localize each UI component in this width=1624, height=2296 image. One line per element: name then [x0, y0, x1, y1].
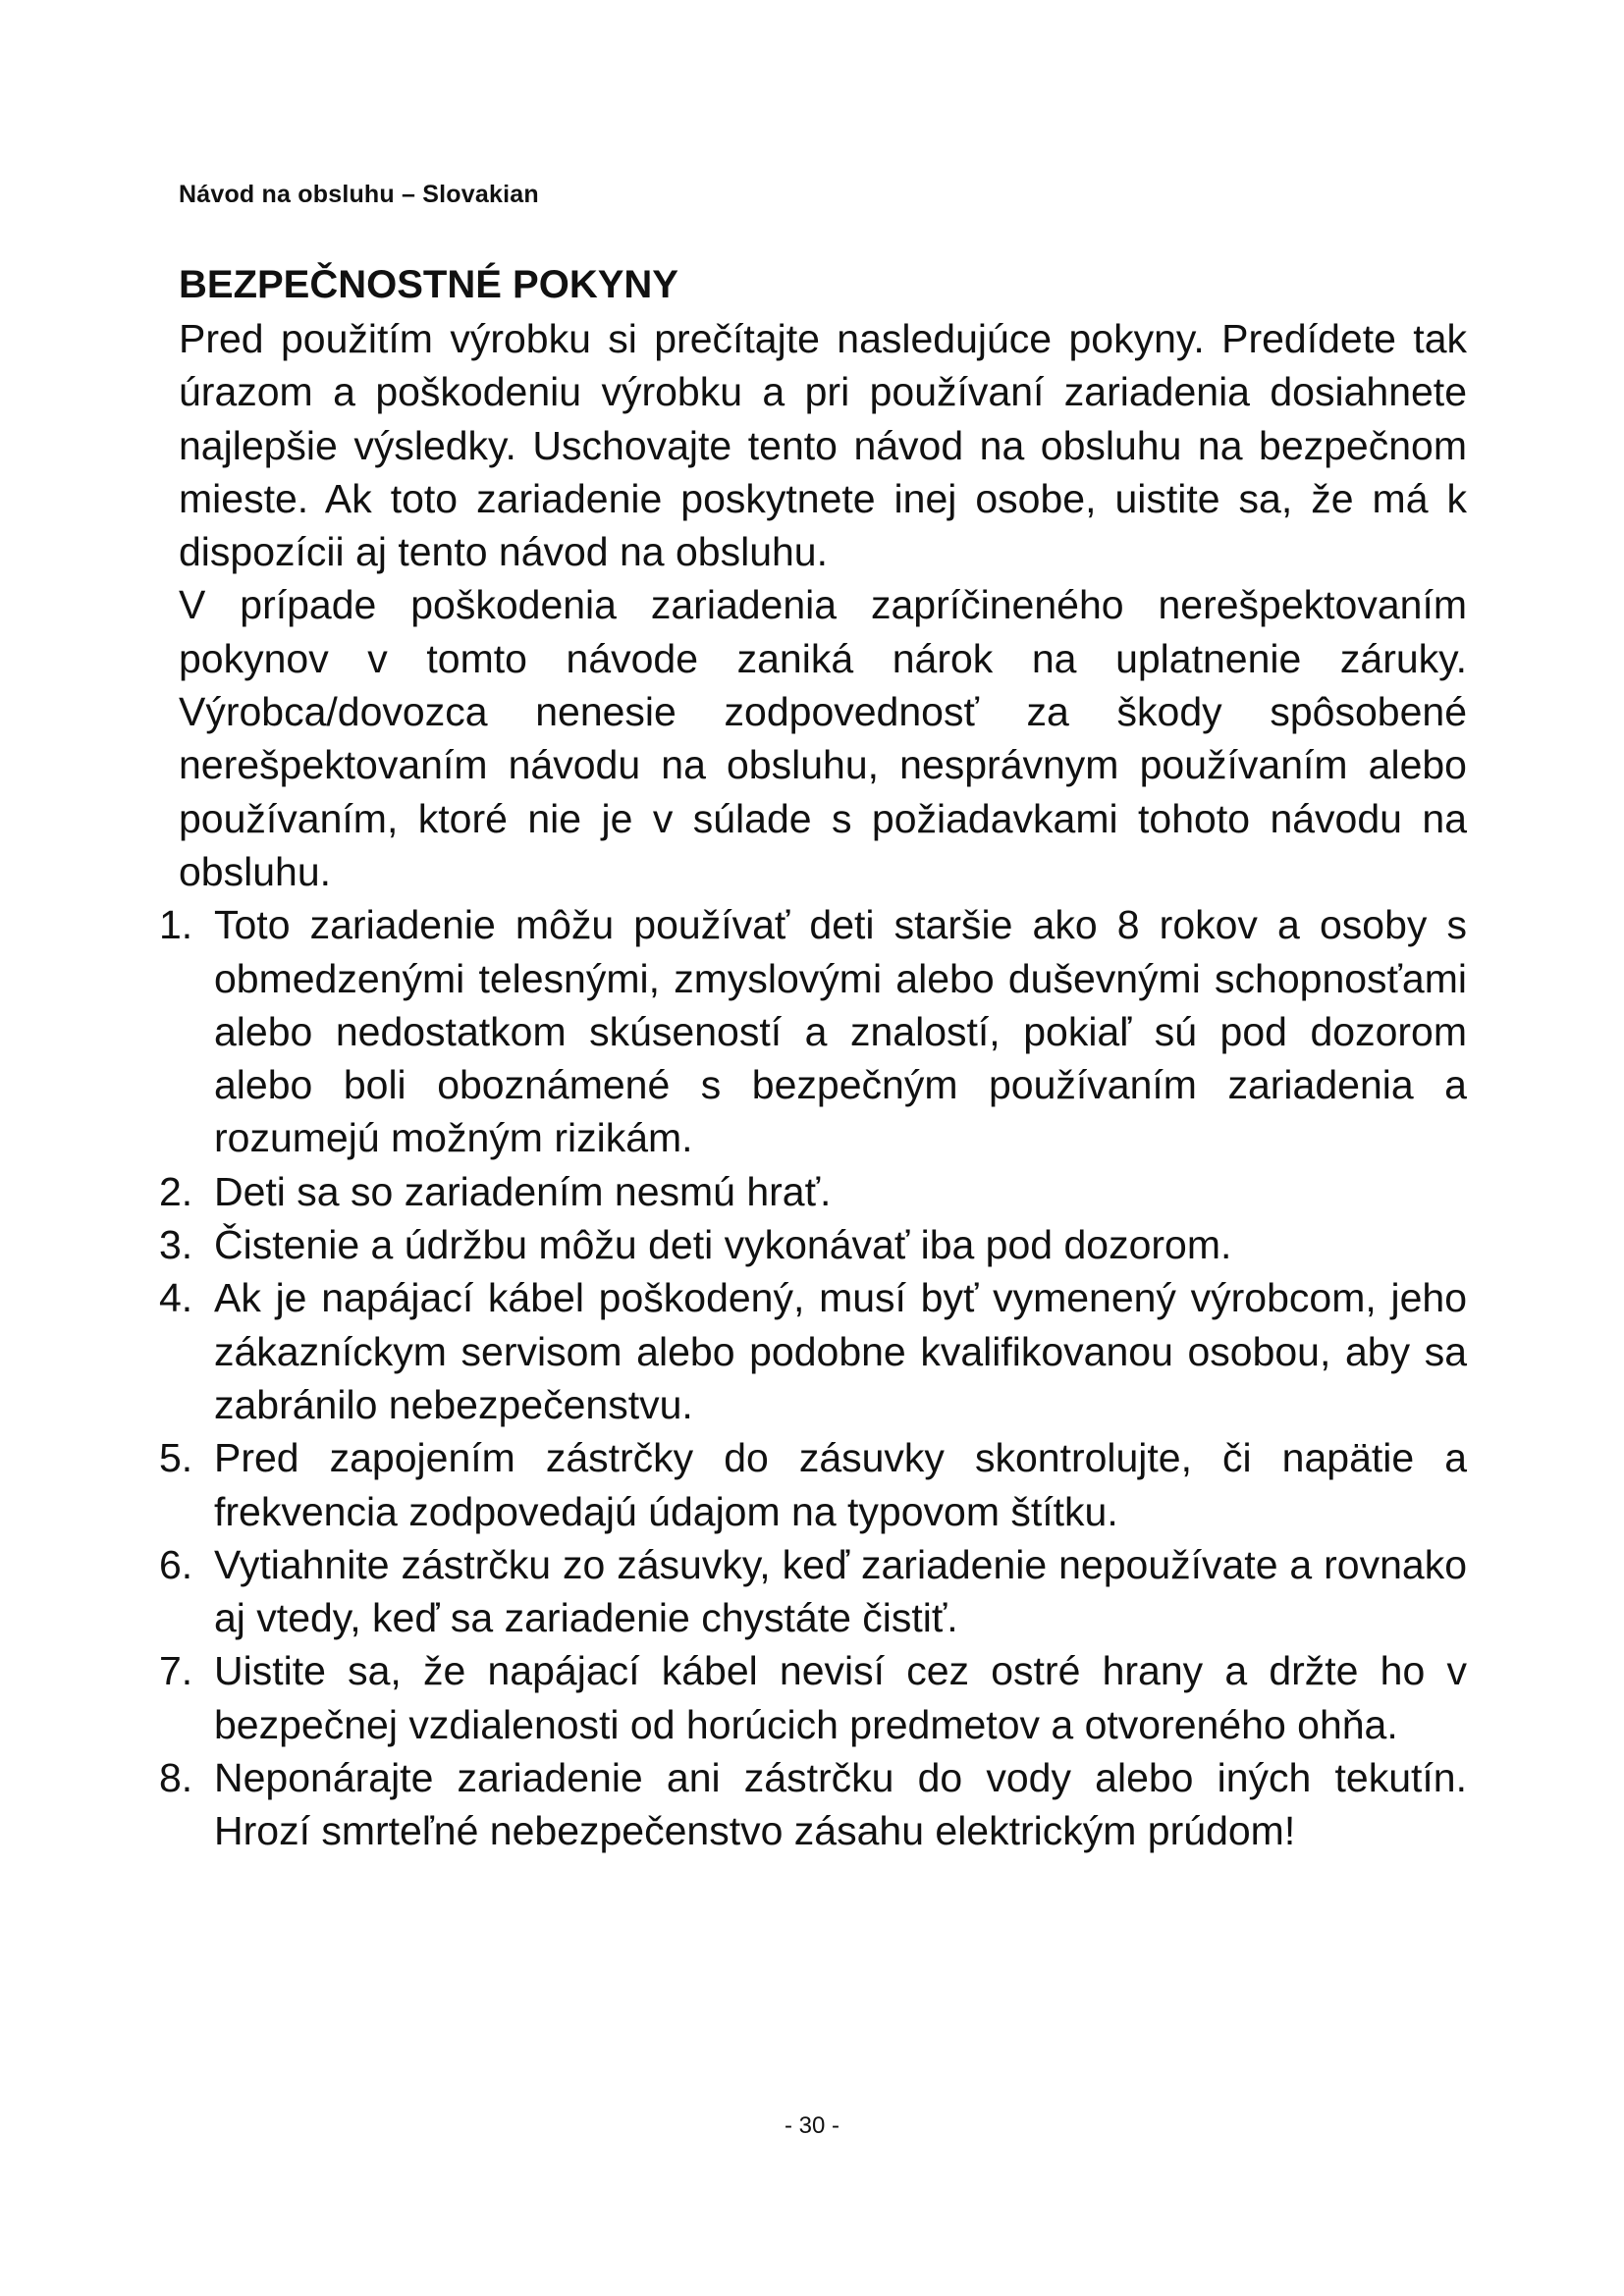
item-text: Vytiahnite zástrčku zo zásuvky, keď zariadenie nepoužívate a rovnako aj vtedy, keď sa zariadenie chystáte čistiť. — [214, 1541, 1467, 1641]
item-number: 5. — [159, 1435, 193, 1481]
section-title: BEZPEČNOSTNÉ POKYNY — [179, 263, 678, 306]
item-number: 7. — [159, 1648, 193, 1694]
item-text: Čistenie a údržbu môžu deti vykonávať iba pod dozorom. — [214, 1222, 1232, 1268]
item-number: 4. — [159, 1275, 193, 1321]
running-header: Návod na obsluhu – Slovakian — [179, 181, 539, 208]
list-item — [159, 1165, 1467, 1218]
list-item — [159, 1538, 1467, 1645]
warranty-paragraph: V prípade poškodenia zariadenia zapríčineného nerešpektovaním pokynov v tomto návode zaniká nárok na uplatnenie záruky. Výrobca/dovozca nenesie zodpovednosť za škody spôsobené nerešpektovaním návodu na obsluhu, nesprávnym používaním alebo používaním, ktoré nie je v súlade s požiadavkami tohoto návodu na obsluhu. — [179, 582, 1467, 894]
safety-section — [159, 257, 1467, 1858]
item-text: Uistite sa, že napájací kábel nevisí cez ostré hrany a držte ho v bezpečnej vzdialenosti od horúcich predmetov a otvoreného ohňa. — [214, 1648, 1467, 1747]
safety-instructions-list — [159, 898, 1467, 1857]
list-item — [159, 1431, 1467, 1538]
item-text: Pred zapojením zástrčky do zásuvky skontrolujte, či napätie a frekvencia zodpovedajú údajom na typovom štítku. — [214, 1435, 1467, 1534]
item-text: Toto zariadenie môžu používať deti staršie ako 8 rokov a osoby s obmedzenými telesnými, zmyslovými alebo duševnými schopnosťami alebo nedostatkom skúseností a znalostí, pokiaľ sú pod dozorom alebo boli oboznámené s bezpečným používaním zariadenia a rozumejú možným rizikám. — [214, 902, 1467, 1161]
list-item — [159, 898, 1467, 1164]
item-number: 6. — [159, 1541, 193, 1587]
item-text: Ak je napájací kábel poškodený, musí byť vymenený výrobcom, jeho zákazníckym servisom alebo podobne kvalifikovanou osobou, aby sa zabránilo nebezpečenstvu. — [214, 1275, 1467, 1427]
item-number: 3. — [159, 1222, 193, 1268]
list-item — [159, 1644, 1467, 1751]
item-text: Deti sa so zariadením nesmú hrať. — [214, 1168, 832, 1214]
list-item — [159, 1271, 1467, 1431]
page-number: - 30 - — [784, 2112, 839, 2139]
item-text: Neponárajte zariadenie ani zástrčku do vody alebo iných tekutín. Hrozí smrteľné nebezpečenstvo zásahu elektrickým prúdom! — [214, 1755, 1467, 1854]
list-item — [159, 1751, 1467, 1858]
intro-paragraph: Pred použitím výrobku si prečítajte nasledujúce pokyny. Predídete tak úrazom a poškodeniu výrobku a pri používaní zariadenia dosiahnete najlepšie výsledky. Uschovajte tento návod na obsluhu na bezpečnom mieste. Ak toto zariadenie poskytnete inej osobe, uistite sa, že má k dispozícii aj tento návod na obsluhu. — [179, 316, 1467, 575]
item-number: 1. — [159, 902, 193, 948]
list-item — [159, 1218, 1467, 1271]
item-number: 2. — [159, 1168, 193, 1214]
item-number: 8. — [159, 1755, 193, 1801]
